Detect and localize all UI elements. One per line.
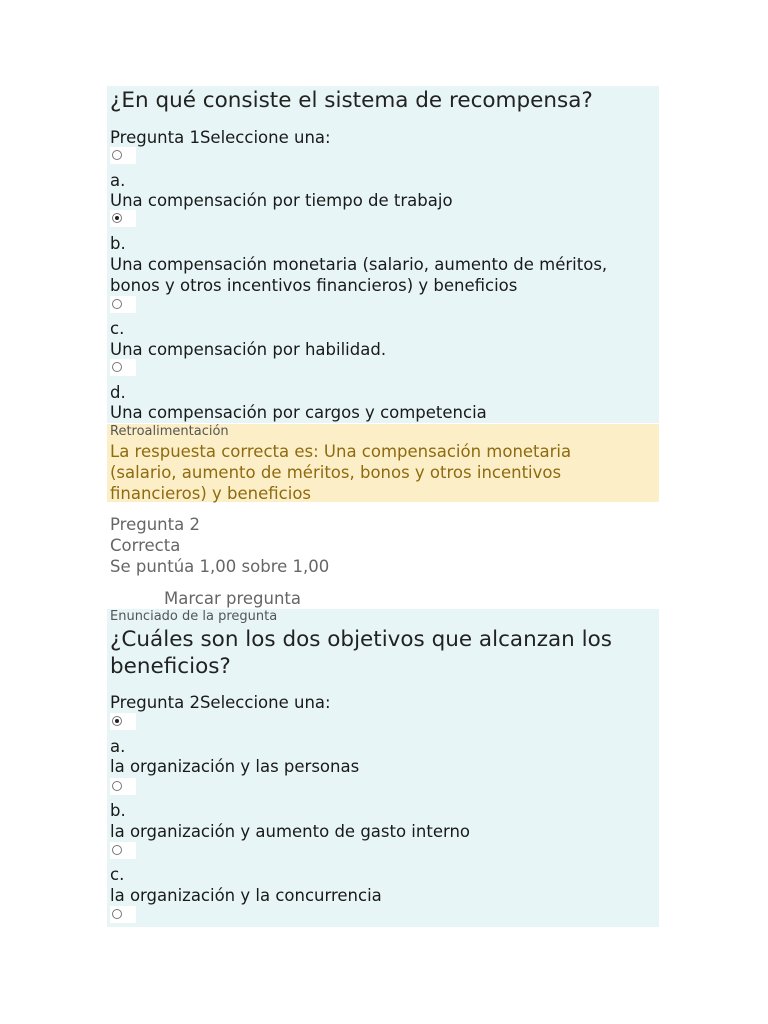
- q2-option-b-radio[interactable]: [110, 778, 136, 795]
- statement-label: Enunciado de la pregunta: [110, 609, 278, 624]
- feedback-text-line-1: La respuesta correcta es: Una compensación monetaria: [110, 442, 572, 461]
- question-1-text: ¿En qué consiste el sistema de recompensa?: [110, 88, 593, 113]
- radio-icon: [112, 362, 122, 372]
- question-2-prompt: Pregunta 2Seleccione una:: [110, 693, 331, 712]
- radio-icon: [112, 781, 122, 791]
- q2-option-a-letter: a.: [110, 737, 126, 756]
- q2-option-b-letter: b.: [110, 801, 126, 820]
- question-2-status: Correcta: [110, 536, 181, 555]
- q1-option-d-letter: d.: [110, 383, 126, 402]
- feedback-text-line-2: (salario, aumento de méritos, bonos y otros incentivos: [110, 463, 562, 482]
- q1-option-b-letter: b.: [110, 234, 126, 253]
- flag-question-link[interactable]: Marcar pregunta: [164, 589, 301, 608]
- q2-option-a-text[interactable]: la organización y las personas: [110, 757, 360, 776]
- question-2-number: Pregunta 2: [110, 515, 200, 534]
- q1-option-b-radio[interactable]: [110, 210, 136, 227]
- q2-option-c-text[interactable]: la organización y la concurrencia: [110, 886, 382, 905]
- q1-option-b-text-line-2[interactable]: bonos y otros incentivos financieros) y beneficios: [110, 276, 518, 295]
- q2-option-d-radio[interactable]: [110, 906, 136, 923]
- q1-option-a-letter: a.: [110, 171, 126, 190]
- q1-option-d-radio[interactable]: [110, 359, 136, 376]
- question-2-score: Se puntúa 1,00 sobre 1,00: [110, 557, 330, 576]
- q2-option-b-text[interactable]: la organización y aumento de gasto interno: [110, 822, 471, 841]
- radio-icon: [112, 909, 122, 919]
- q1-option-a-text[interactable]: Una compensación por tiempo de trabajo: [110, 191, 453, 210]
- q1-option-c-radio[interactable]: [110, 296, 136, 313]
- feedback-text-line-3: financieros) y beneficios: [110, 484, 312, 503]
- feedback-label: Retroalimentación: [110, 424, 229, 439]
- q1-option-a-radio[interactable]: [110, 147, 136, 164]
- q1-option-c-letter: c.: [110, 319, 125, 338]
- q2-option-a-radio[interactable]: [110, 713, 136, 730]
- q1-option-d-text[interactable]: Una compensación por cargos y competencia: [110, 403, 487, 422]
- question-1-prompt: Pregunta 1Seleccione una:: [110, 128, 331, 147]
- q1-option-c-text[interactable]: Una compensación por habilidad.: [110, 340, 387, 359]
- q2-option-c-letter: c.: [110, 865, 125, 884]
- radio-checked-icon: [112, 716, 122, 726]
- radio-icon: [112, 845, 122, 855]
- q1-option-b-text-line-1[interactable]: Una compensación monetaria (salario, aumento de méritos,: [110, 255, 608, 274]
- q2-option-c-radio[interactable]: [110, 842, 136, 859]
- radio-checked-icon: [112, 213, 122, 223]
- question-2-text-line-1: ¿Cuáles son los dos objetivos que alcanzan los: [110, 627, 612, 652]
- radio-icon: [112, 299, 122, 309]
- radio-icon: [112, 150, 122, 160]
- question-2-text-line-2: beneficios?: [110, 654, 231, 679]
